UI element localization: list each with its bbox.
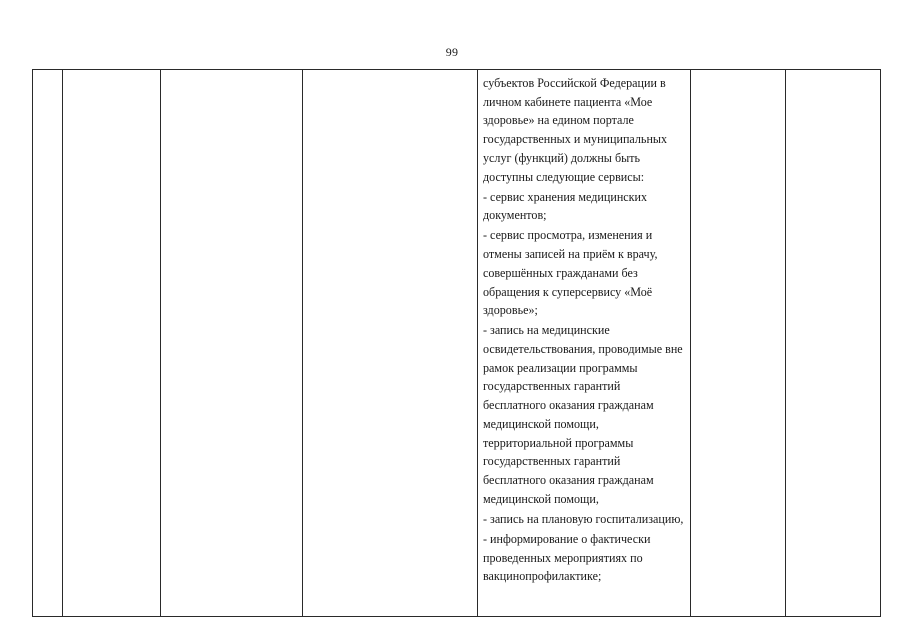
table-cell-col-3 [161,70,303,617]
table-cell-col-7 [786,70,881,617]
table-cell-col-4 [303,70,478,617]
table-row [33,70,881,617]
page-number: 99 [445,45,459,59]
paragraph-medical-examination: - запись на медицинские освидетельствования, проводимые вне рамок реализации программы государственных гарантий бесплатного оказания гражданам медицинской помощи, территориальной программы государственных гарантий бесплатного оказания гражданам медицинской помощи, [483,323,683,506]
paragraph-appointment-service: - сервис просмотра, изменения и отмены записей на приём к врачу, совершённых гражданами без обращения к суперсервису «Моё здоровье»; [483,228,658,318]
paragraph-hospitalization: - запись на плановую госпитализацию, [483,511,684,526]
paragraph-document-storage: - сервис хранения медицинских документов; [483,189,648,223]
table-cell-col-2 [63,70,161,617]
table-cell-col-1 [33,70,63,617]
table-cell-col-5 [478,70,691,617]
document-table [32,69,881,617]
services-text-block [478,70,690,586]
paragraph-vaccination: - информирование о фактически проведенных мероприятиях по вакцинопрофилактике; [483,531,651,584]
table-cell-col-6 [691,70,786,617]
paragraph-intro: субъектов Российской Федерации в личном кабинете пациента «Мое здоровье» на едином портале государственных и муниципальных услуг (функций) должны быть доступны следующие сервисы: [483,76,668,184]
